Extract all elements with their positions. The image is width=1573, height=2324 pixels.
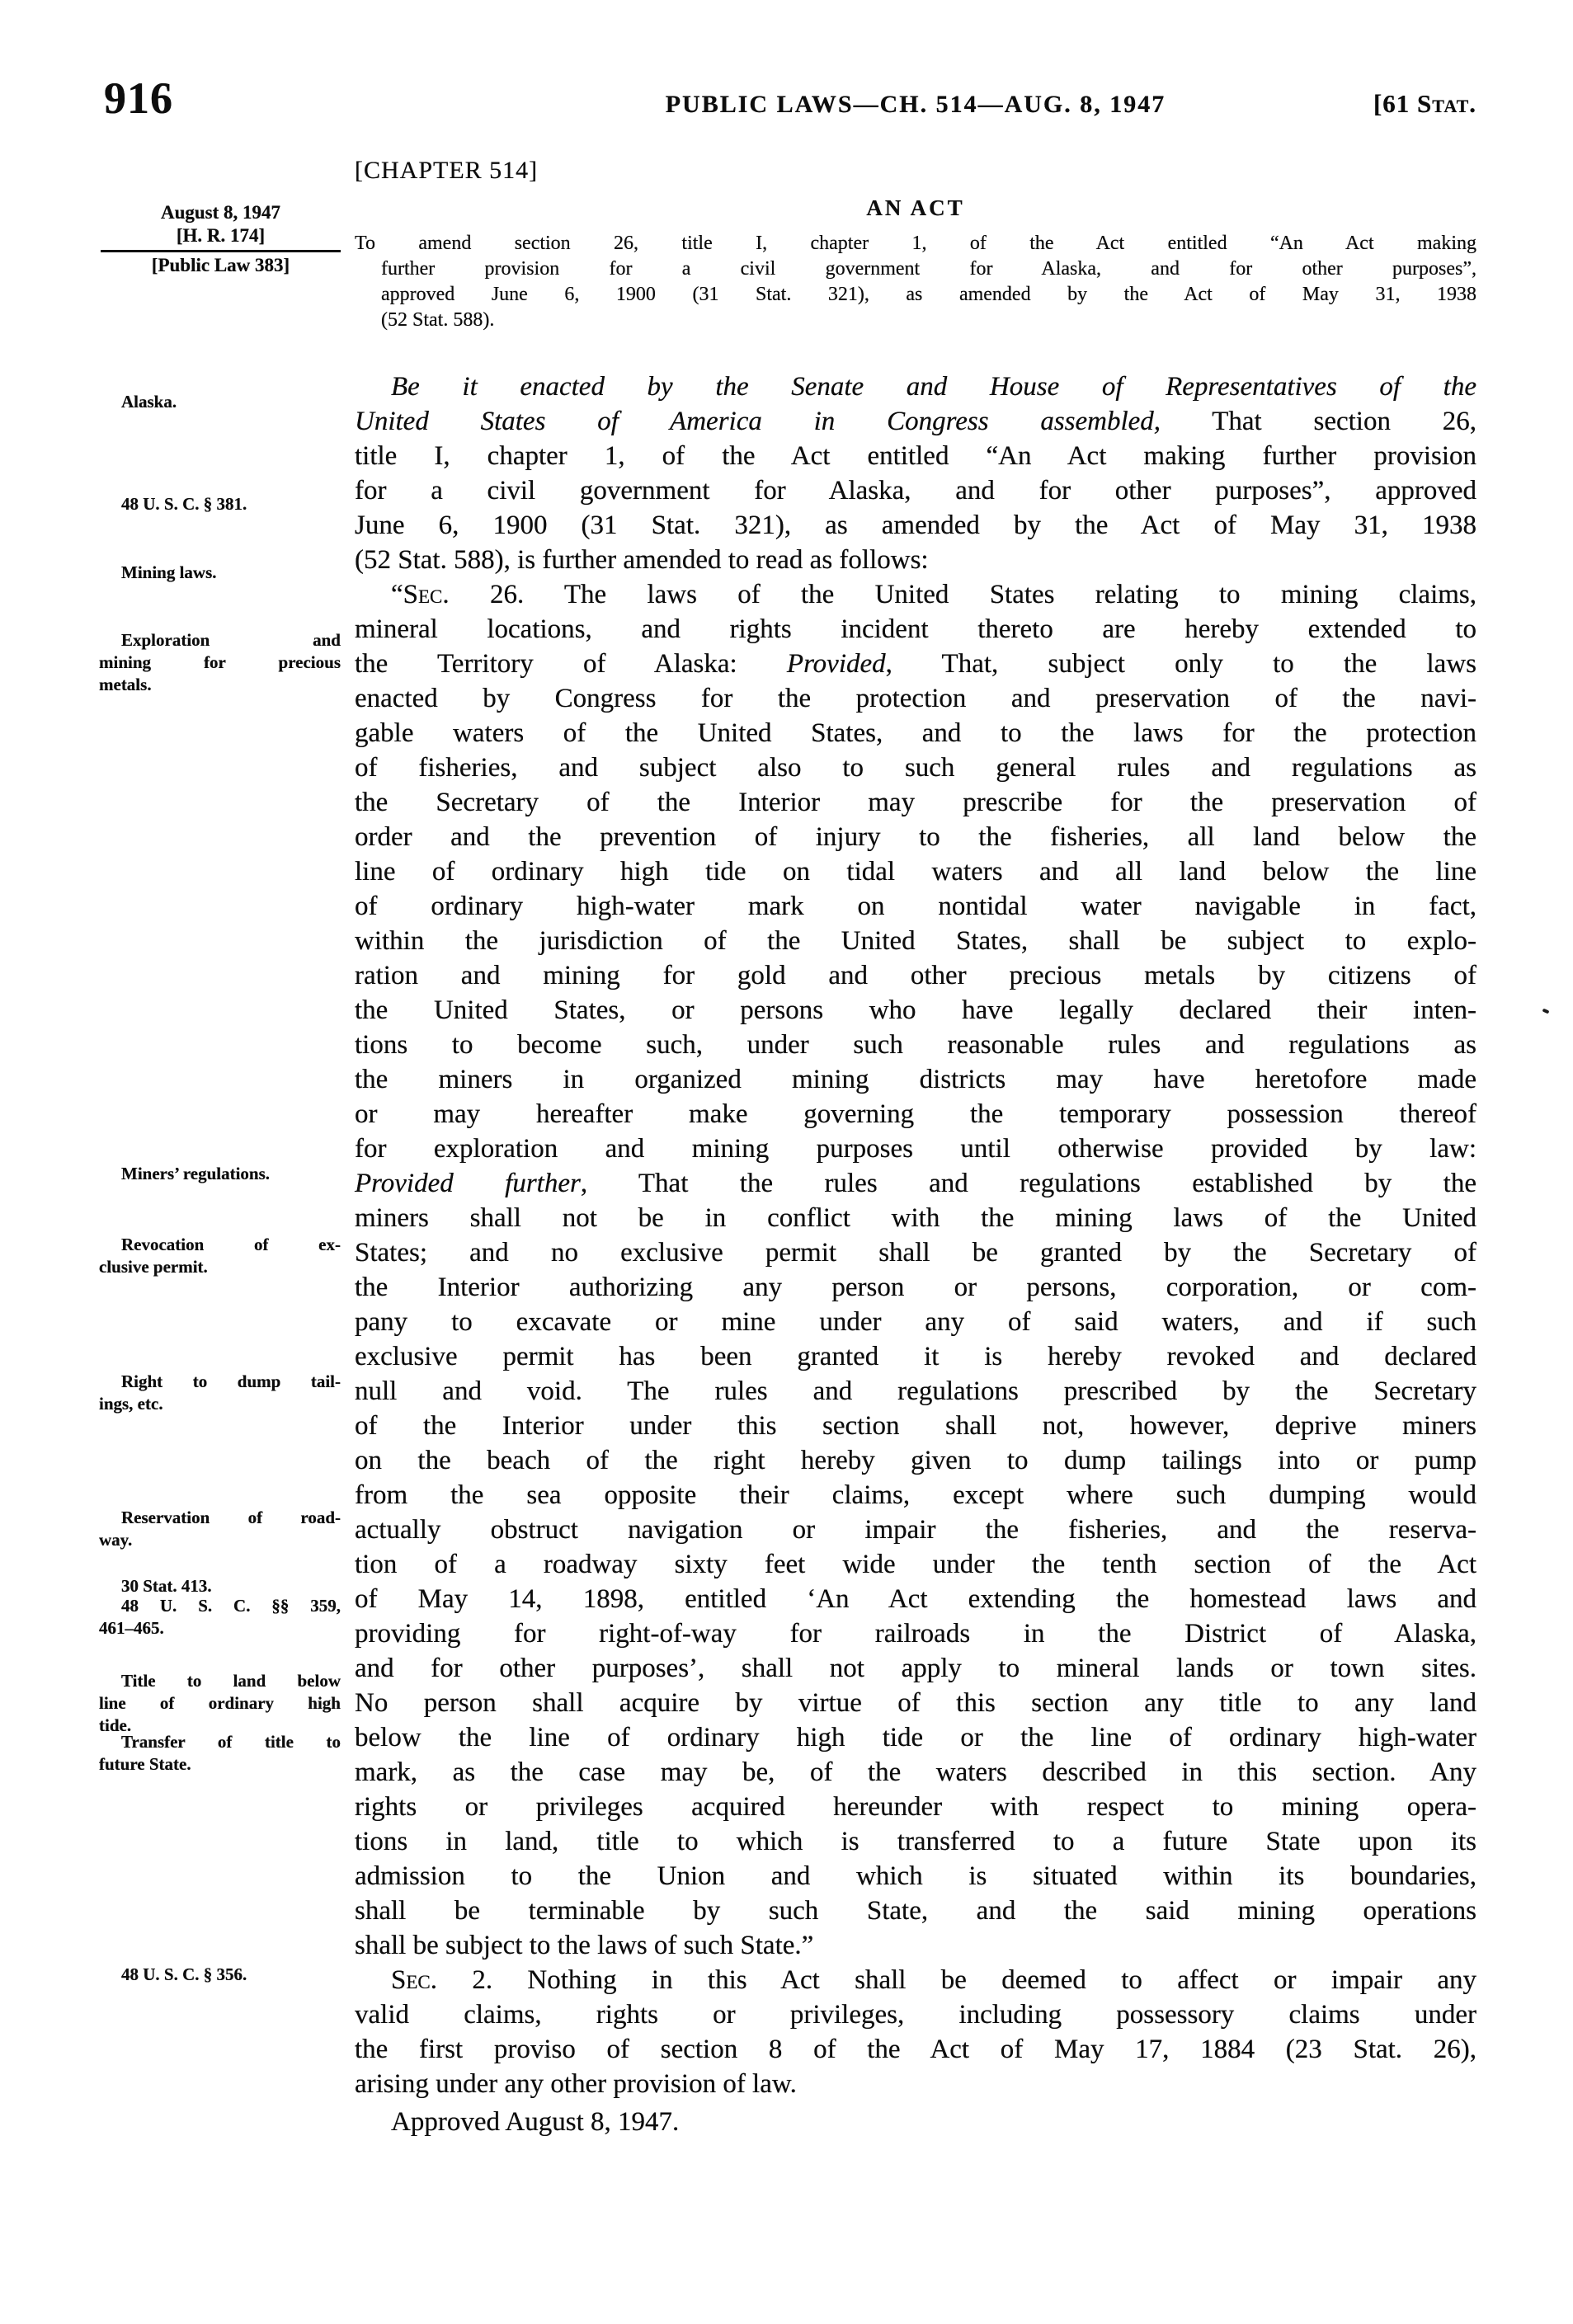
text-line: June 6, 1900 (31 Stat. 321), as amended by the Act of May 31, 1938 [355,510,1476,540]
text-line: and for other purposes’, shall not apply to mineral lands or town sites. [355,1654,1476,1683]
text-line: enacted by Congress for the protection and preservation of the navi- [355,684,1476,713]
margin-note-30-stat-413 [99,1575,341,1597]
enactment-block [99,201,342,277]
text-line: Reservation of road- [121,1508,341,1527]
text-line: Mining laws. [121,562,217,582]
text-line: 48 U. S. C. § 381. [121,494,247,514]
text-line: way. [99,1530,133,1550]
text-line: within the jurisdiction of the United States, shall be subject to explo- [355,926,1476,956]
text-line: tions in land, title to which is transferred to a future State upon its [355,1827,1476,1856]
margin-note-dump-tailings [99,1371,341,1415]
text-line: for exploration and mining purposes until otherwise provided by law: [355,1134,1476,1164]
text-line: Provided further, That the rules and regulations established by the [355,1169,1476,1198]
statute-volume-ref: [61 Stat. [1373,89,1476,118]
text-line: Approved August 8, 1947. [391,2107,680,2137]
text-line: Alaska. [121,392,177,412]
margin-note-mining-laws [99,562,341,584]
divider-rule [101,250,341,252]
text-line: mark, as the case may be, of the waters described in this section. Any [355,1757,1476,1787]
enactment-date: August 8, 1947 [160,202,281,223]
text-line: below the line of ordinary high tide or the line of ordinary high-water [355,1723,1476,1752]
text-line: approved June 6, 1900 (31 Stat. 321), as amended by the Act of May 31, 1938 [381,284,1476,305]
text-line: 48 U. S. C. § 356. [121,1964,247,1984]
text-line: Miners’ regulations. [121,1164,271,1183]
text-line: (52 Stat. 588), is further amended to read as follows: [355,545,929,575]
text-line: United States of America in Congress assembled, That section 26, [355,407,1476,436]
text-line: tions to become such, under such reasonable rules and regulations as [355,1030,1476,1060]
running-head: PUBLIC LAWS—CH. 514—AUG. 8, 1947 [665,91,1166,118]
text-line: valid claims, rights or privileges, including possessory claims under [355,2000,1476,2030]
text-line: line of ordinary high [99,1693,341,1713]
text-line: tide. [99,1715,132,1735]
approval-line [355,2105,1476,2139]
text-line: the first proviso of section 8 of the Act of May 17, 1884 (23 Stat. 26), [355,2035,1476,2064]
text-line: mineral locations, and rights incident thereto are hereby extended to [355,614,1476,644]
text-line: on the beach of the right hereby given to dump tailings into or pump [355,1446,1476,1475]
margin-note-revocation [99,1234,341,1278]
ink-speck [1542,1009,1550,1014]
text-line: of fisheries, and subject also to such general rules and regulations as [355,753,1476,783]
text-line: ings, etc. [99,1394,163,1414]
text-line: tion of a roadway sixty feet wide under the tenth section of the Act [355,1550,1476,1579]
text-line: To amend section 26, title I, chapter 1, of the Act entitled “An Act making [355,233,1476,254]
text-line: exclusive permit has been granted it is hereby revoked and declared [355,1342,1476,1371]
text-line: title I, chapter 1, of the Act entitled “An Act making further provision [355,441,1476,471]
text-line: “Sec. 26. The laws of the United States relating to mining claims, [391,580,1476,609]
section-2-paragraph [355,1963,1476,2101]
enacting-clause-paragraph [355,369,1476,577]
text-line: 30 Stat. 413. [121,1576,212,1596]
margin-note-usc-356 [99,1964,341,1986]
text-line: Sec. 2. Nothing in this Act shall be deemed to affect or impair any [391,1965,1476,1995]
text-line: gable waters of the United States, and to the laws for the protection [355,718,1476,748]
public-law-number: [Public Law 383] [151,255,290,275]
bill-number: [H. R. 174] [176,225,266,246]
text-line: admission to the Union and which is situated within its boundaries, [355,1861,1476,1891]
margin-note-title-to-land [99,1670,341,1737]
margin-note-transfer-of-title [99,1731,341,1776]
margin-note-roadway [99,1507,341,1551]
text-line: for a civil government for Alaska, and for other purposes”, approved [355,476,1476,506]
text-line: pany to excavate or mine under any of said waters, and if such [355,1307,1476,1337]
text-line: of ordinary high-water mark on nontidal water navigable in fact, [355,891,1476,921]
text-line: line of ordinary high tide on tidal waters and all land below the line [355,857,1476,887]
section-26-paragraph [355,577,1476,1963]
text-line: further provision for a civil government for Alaska, and for other purposes”, [381,258,1476,280]
text-line: Right to dump tail- [121,1371,341,1391]
text-line: null and void. The rules and regulations prescribed by the Secretary [355,1376,1476,1406]
text-line: the Interior authorizing any person or persons, corporation, or com- [355,1273,1476,1302]
text-line: States; and no exclusive permit shall be granted by the Secretary of [355,1238,1476,1268]
text-line: actually obstruct navigation or impair the fisheries, and the reserva- [355,1515,1476,1545]
text-line: mining for precious [99,652,341,672]
text-line: rights or privileges acquired hereunder with respect to mining opera- [355,1792,1476,1822]
act-long-title [355,231,1476,333]
text-line: shall be subject to the laws of such State.” [355,1931,814,1960]
text-line: the United States, or persons who have legally declared their inten- [355,995,1476,1025]
text-line: (52 Stat. 588). [381,309,495,331]
margin-note-exploration [99,629,341,696]
text-line: of the Interior under this section shall not, however, deprive miners [355,1411,1476,1441]
text-line: ration and mining for gold and other precious metals by citizens of [355,961,1476,990]
text-line: 48 U. S. C. §§ 359, [121,1596,341,1616]
text-line: the Territory of Alaska: Provided, That, subject only to the laws [355,649,1476,679]
text-line: or may hereafter make governing the temporary possession thereof [355,1099,1476,1129]
text-line: Title to land below [121,1671,341,1691]
an-act-heading: AN ACT [866,195,965,220]
text-line: clusive permit. [99,1257,208,1277]
text-line: from the sea opposite their claims, except where such dumping would [355,1480,1476,1510]
text-line: arising under any other provision of law. [355,2069,797,2099]
text-line: the Secretary of the Interior may prescribe for the preservation of [355,788,1476,817]
text-line: Exploration and [121,630,341,650]
text-line: future State. [99,1754,191,1774]
text-line: shall be terminable by such State, and the said mining operations [355,1896,1476,1926]
text-line: of May 14, 1898, entitled ‘An Act extending the homestead laws and [355,1584,1476,1614]
text-line: Be it enacted by the Senate and House of Representatives of the [391,372,1476,402]
text-line: miners shall not be in conflict with the mining laws of the United [355,1203,1476,1233]
text-line: the miners in organized mining districts may have heretofore made [355,1065,1476,1094]
text-line: Revocation of ex- [121,1235,341,1254]
text-line: providing for right-of-way for railroads in the District of Alaska, [355,1619,1476,1649]
text-line: Transfer of title to [121,1732,341,1752]
text-line: metals. [99,675,152,694]
margin-note-alaska [99,391,341,413]
text-line: order and the prevention of injury to the fisheries, all land below the [355,822,1476,852]
margin-note-usc-381 [99,493,341,515]
page-number: 916 [104,73,173,123]
margin-note-usc-359 [99,1595,341,1640]
chapter-heading: [CHAPTER 514] [355,157,539,184]
text-line: No person shall acquire by virtue of this section any title to any land [355,1688,1476,1718]
margin-note-miners-regulations [99,1163,341,1185]
text-line: 461–465. [99,1618,164,1638]
